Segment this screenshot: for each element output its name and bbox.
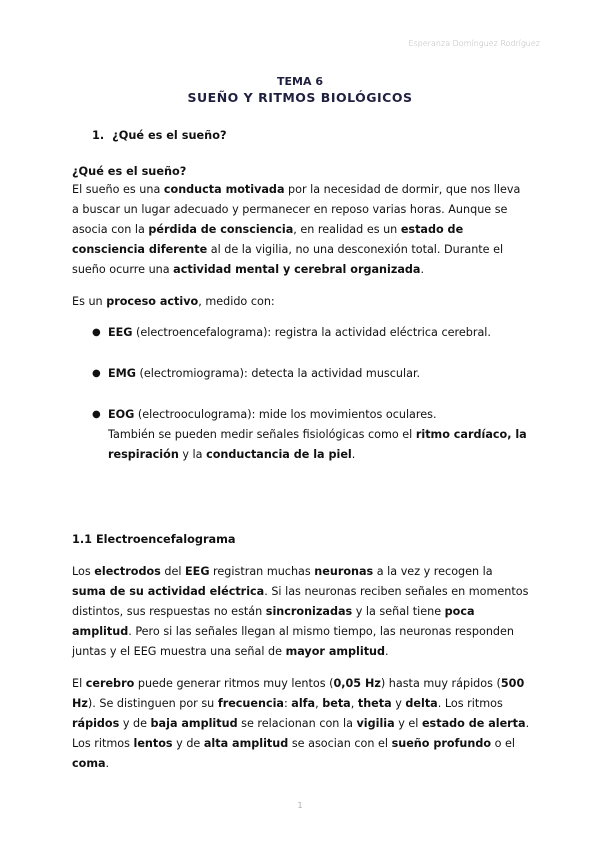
paragraph-electrodos: Los electrodos del EEG registran muchas neuronas a la vez y recogen la suma de su actividad eléctrica. Si las neuronas reciben señales en momentos distintos, sus respuestas no están sincronizadas y la señal tiene poca amplitud. Pero si las señales llegan al mismo tiempo, las neuronas responden juntas y el EEG muestra una señal de mayor amplitud. [72,565,529,658]
page-number: 1 [297,801,303,810]
subheading-electroencefalograma: 1.1 Electroencefalograma [72,533,236,546]
paragraph-ritmos: El cerebro puede generar ritmos muy lentos (0,05 Hz) hasta muy rápidos (500 Hz). Se distinguen por su frecuencia: alfa, beta, theta y delta. Los ritmos rápidos y de baja amplitud se relacionan con la vigilia y el estado de alerta. Los ritmos lentos y de alta amplitud se asocian con el sueño profundo o el coma. [72,677,530,770]
paragraph-proceso-activo: Es un proceso activo, medido con: [72,295,275,308]
section-number: 1. [92,129,105,142]
subheading-que-es-sueno: ¿Qué es el sueño? [72,165,187,178]
bullet-icon: ● [92,368,101,379]
paragraph-definicion: El sueño es una conducta motivada por la necesidad de dormir, que nos lleva a buscar un lugar adecuado y permanecer en reposo varias horas. Aunque se asocia con la pérdida de consciencia, en realidad es un estado de consciencia diferente al de la vigilia, no una desconexión total. Durante el sueño ocurre una actividad mental y cerebral organizada. [72,183,521,276]
page-title: SUEÑO Y RITMOS BIOLÓGICOS [187,90,413,105]
tema-label: TEMA 6 [277,75,323,88]
header-author: Esperanza Domínguez Rodríguez [408,39,540,48]
extra-signals-text: También se pueden medir señales fisiológicas como el ritmo cardíaco, la respiración y la conductancia de la piel. [108,428,527,461]
section-title: ¿Qué es el sueño? [112,129,227,142]
section-1-heading [92,126,227,146]
bullet-icon: ● [92,409,101,420]
bullet-icon: ● [92,327,101,338]
